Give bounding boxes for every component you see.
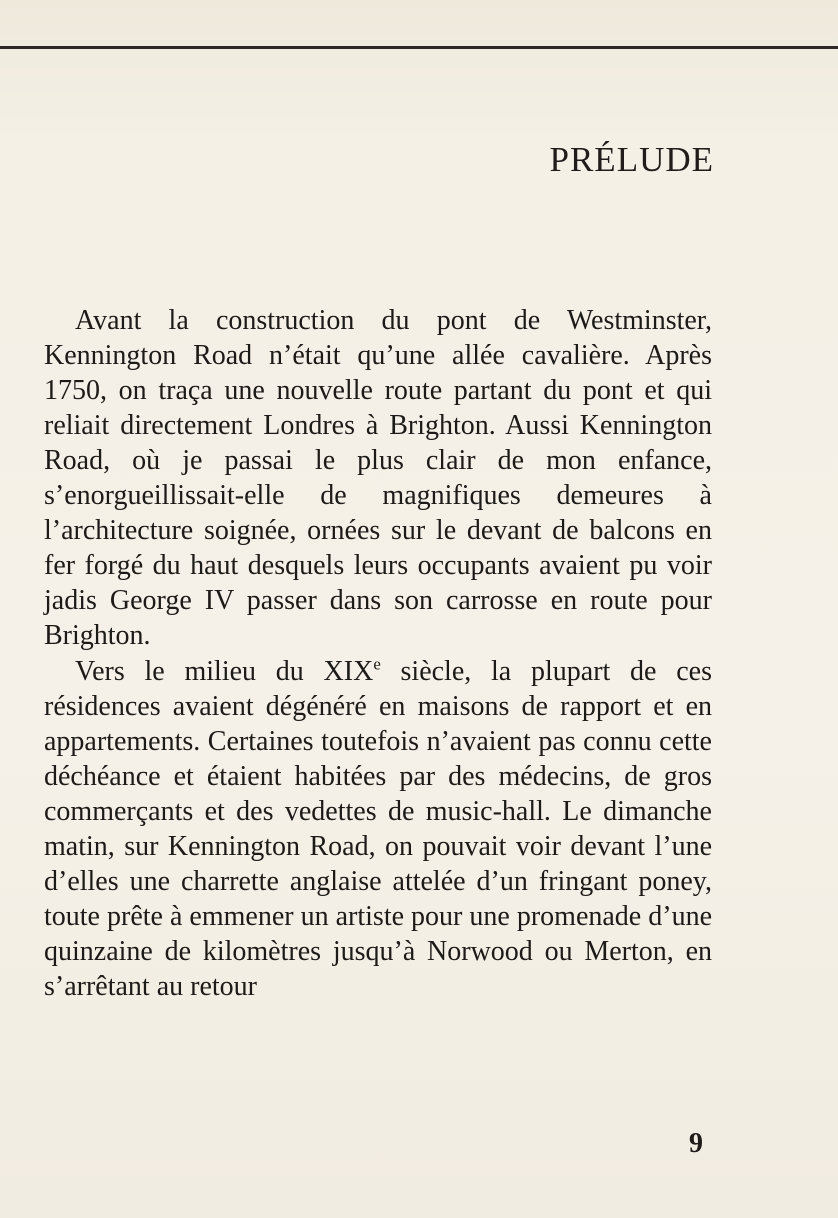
chapter-title: PRÉLUDE <box>549 140 714 179</box>
header-rule <box>0 46 838 49</box>
paragraph-2: Vers le milieu du XIXe siècle, la plupart de ces résidences avaient dégénéré en maisons de rapport et en appartements. Certaines toutefois n’avaient pas connu cette déchéance et étaient habitées par des médecins, de gros commerçants et des vedettes de music-hall. Le dimanche matin, sur Kennington Road, on pouvait voir devant l’une d’elles une charrette anglaise attelée d’un fringant poney, toute prête à emmener un artiste pour une promenade d’une quinzaine de kilomètres jusqu’à Norwood ou Merton, en s’arrêtant au retour <box>44 654 712 1002</box>
body-text <box>44 303 712 1004</box>
paragraph-1: Avant la construction du pont de Westminster, Kennington Road n’était qu’une allée cavalière. Après 1750, on traça une nouvelle route partant du pont et qui reliait directement Londres à Brighton. Aussi Kennington Road, où je passai le plus clair de mon enfance, s’enorgueillissait-elle de magnifiques demeures à l’architecture soignée, ornées sur le devant de balcons en fer forgé du haut desquels leurs occupants avaient pu voir jadis George IV passer dans son carrosse en route pour Brighton. <box>44 305 712 651</box>
superscript-e: e <box>373 654 381 674</box>
page-number: 9 <box>689 1128 703 1159</box>
